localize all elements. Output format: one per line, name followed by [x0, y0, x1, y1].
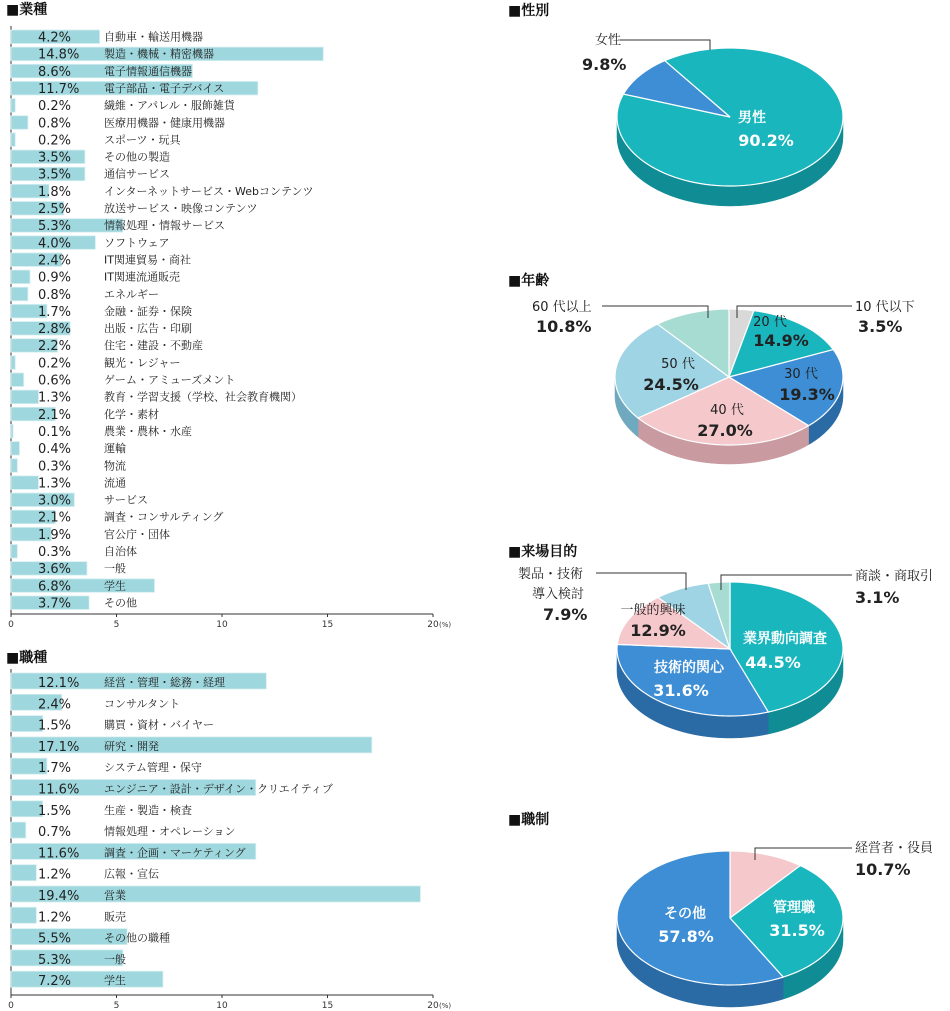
- bar-value-label: 2.2%: [38, 339, 72, 355]
- sixties-name: 60 代以上: [532, 300, 592, 315]
- tech-pct: 31.6%: [653, 681, 709, 700]
- thirties-name: 30 代: [784, 367, 818, 382]
- bar-category-label: スポーツ・玩具: [104, 133, 181, 147]
- x-tick-label: 15: [321, 620, 334, 630]
- x-tick-label: 10: [216, 620, 228, 630]
- bar-category-label: 購買・資材・バイヤー: [104, 718, 214, 732]
- manager-name: 管理職: [773, 900, 815, 916]
- bar-category-label: 情報処理・オペレーション: [104, 825, 236, 839]
- product-name-line1: 製品・技術: [518, 567, 584, 582]
- bar-value-label: 17.1%: [38, 739, 80, 755]
- bar-category-label: 化学・素材: [104, 407, 159, 421]
- bar-value-label: 1.7%: [38, 761, 72, 777]
- bar-value-label: 11.7%: [38, 81, 80, 97]
- bar-value-label: 0.3%: [38, 459, 72, 475]
- bar: [11, 270, 30, 284]
- bar-value-label: 1.8%: [38, 184, 72, 200]
- position-title: ■職制: [508, 812, 550, 828]
- bar-category-label: 一般: [104, 952, 126, 966]
- bar-value-label: 0.7%: [38, 825, 72, 841]
- bar-value-label: 4.0%: [38, 236, 72, 252]
- bar-value-label: 0.6%: [38, 373, 72, 389]
- bar-category-label: 物流: [104, 459, 126, 473]
- bar-category-label: 電子部品・電子デバイス: [104, 81, 225, 95]
- general-name: 一般的興味: [620, 603, 686, 618]
- bar-value-label: 19.4%: [38, 889, 80, 904]
- bar: [11, 971, 163, 990]
- bar-category-label: 教育・学習支援（学校、社会教育機関）: [104, 390, 302, 404]
- fifties-pct: 24.5%: [643, 375, 699, 394]
- deal-pct: 3.1%: [855, 588, 900, 607]
- bar-category-label: サービス: [104, 493, 148, 507]
- deal-name: 商談・商取引: [855, 569, 934, 584]
- bar-value-label: 0.4%: [38, 442, 72, 458]
- bar-value-label: 2.8%: [38, 322, 72, 338]
- bar-value-label: 0.9%: [38, 270, 72, 286]
- bar-value-label: 3.5%: [38, 167, 72, 183]
- bar-category-label: エネルギー: [104, 287, 159, 301]
- bar-category-label: IT関連流通販売: [104, 270, 180, 284]
- x-tick-label: 5: [113, 620, 120, 630]
- bar-category-label: その他の製造: [104, 150, 170, 164]
- product-pct: 7.9%: [543, 605, 588, 624]
- purpose-title: ■来場目的: [508, 544, 578, 560]
- bar: [11, 822, 26, 838]
- bar-category-label: 出版・広告・印刷: [104, 322, 192, 336]
- bar-value-label: 0.8%: [38, 287, 72, 303]
- bar-value-label: 1.3%: [38, 476, 72, 492]
- bar-value-label: 0.8%: [38, 116, 72, 132]
- bar-category-label: 調査・企画・マーケティング: [104, 846, 246, 860]
- bar-value-label: 1.3%: [38, 390, 72, 406]
- bar-value-label: 0.3%: [38, 545, 72, 560]
- bar-value-label: 14.8%: [38, 47, 80, 63]
- bar-value-label: 5.3%: [38, 952, 72, 968]
- bar-value-label: 2.4%: [38, 697, 72, 713]
- x-tick-label: 5: [113, 1001, 120, 1011]
- bar-value-label: 6.8%: [38, 579, 72, 595]
- bar-category-label: 運輸: [104, 442, 126, 456]
- bar-category-label: インターネットサービス・Webコンテンツ: [104, 184, 314, 198]
- bar: [11, 476, 38, 490]
- bar-value-label: 2.4%: [38, 253, 72, 269]
- bar-category-label: 製造・機械・精密機器: [104, 47, 214, 61]
- bar-category-label: 一般: [104, 562, 126, 576]
- bar-value-label: 0.2%: [38, 99, 72, 115]
- forties-pct: 27.0%: [697, 421, 753, 440]
- tech-name: 技術的関心: [654, 660, 724, 676]
- bar-category-label: ゲーム・アミューズメント: [104, 373, 236, 387]
- bar-value-label: 3.6%: [38, 562, 72, 578]
- bar-category-label: 学生: [104, 579, 126, 593]
- other-pct: 57.8%: [658, 927, 714, 946]
- bar-category-label: 放送サービス・映像コンテンツ: [104, 202, 258, 215]
- bar: [11, 356, 15, 370]
- exec-pct: 10.7%: [855, 860, 911, 879]
- bar-value-label: 12.1%: [38, 676, 80, 691]
- bar-category-label: 医療用機器・健康用機器: [104, 116, 225, 130]
- twenties-name: 20 代: [753, 315, 787, 330]
- bar-category-label: 繊維・アパレル・服飾雑貨: [104, 99, 235, 113]
- x-tick-label: 20: [427, 620, 439, 630]
- bar-chart-title: ■業種: [6, 2, 48, 18]
- bar-value-label: 8.6%: [38, 64, 72, 80]
- female-leader-line: [620, 40, 710, 50]
- bar: [11, 116, 28, 130]
- trend-name: 業界動向調査: [743, 631, 827, 647]
- bar-value-label: 2.5%: [38, 202, 72, 217]
- bar: [11, 133, 15, 147]
- bar: [11, 424, 13, 438]
- bar: [11, 99, 15, 113]
- bar-category-label: 住宅・建設・不動産: [104, 339, 203, 353]
- bar-value-label: 1.5%: [38, 803, 72, 819]
- bar-value-label: 1.5%: [38, 718, 72, 734]
- bar-value-label: 3.5%: [38, 150, 72, 166]
- other-name: その他: [664, 906, 706, 922]
- gender-pie-chart: [617, 48, 843, 206]
- age-title: ■年齢: [508, 273, 550, 289]
- product-name-line2: 導入検討: [532, 587, 585, 602]
- bar-category-label: IT関連貿易・商社: [104, 253, 191, 267]
- fifties-name: 50 代: [661, 357, 695, 372]
- bar-category-label: 情報処理・情報サービス: [104, 219, 225, 233]
- x-tick-label: 15: [321, 1001, 334, 1011]
- general-pct: 12.9%: [630, 621, 686, 640]
- bar: [11, 442, 19, 456]
- bar-category-label: 農業・農林・水産: [104, 424, 192, 438]
- x-tick-label: 20: [427, 1001, 439, 1011]
- x-tick-label: 0: [8, 1001, 14, 1011]
- bar: [11, 287, 28, 301]
- bar-value-label: 2.1%: [38, 510, 72, 526]
- industry-bar-chart: [6, 1, 451, 630]
- bar: [11, 865, 36, 881]
- bar-category-label: エンジニア・設計・デザイン・クリエイティブ: [104, 782, 333, 796]
- bar-category-label: 自動車・輸送用機器: [104, 30, 203, 44]
- gender-title: ■性別: [508, 3, 550, 19]
- bar-category-label: 電子情報通信機器: [104, 64, 192, 78]
- x-tick-label: 10: [216, 1001, 228, 1011]
- bar: [11, 545, 17, 559]
- bar-category-label: 通信サービス: [104, 167, 170, 181]
- bar-value-label: 5.5%: [38, 931, 72, 947]
- bar: [11, 390, 38, 404]
- teens-pct: 3.5%: [858, 317, 903, 336]
- x-tick-label: 0: [8, 620, 14, 630]
- bar-value-label: 0.2%: [38, 356, 72, 372]
- exec-name: 経営者・役員: [855, 841, 934, 856]
- bar-value-label: 4.2%: [38, 30, 72, 46]
- bar: [11, 373, 24, 387]
- thirties-pct: 19.3%: [779, 385, 835, 404]
- bar-category-label: 観光・レジャー: [104, 356, 181, 370]
- manager-pct: 31.5%: [769, 921, 825, 940]
- x-unit-label: (%): [439, 621, 452, 629]
- male-pct: 90.2%: [738, 131, 794, 150]
- bar-category-label: 広報・宣伝: [104, 867, 159, 881]
- female-pct: 9.8%: [582, 55, 627, 74]
- bar-value-label: 5.3%: [38, 219, 72, 235]
- bar: [11, 459, 17, 473]
- bar-category-label: 学生: [104, 974, 126, 988]
- bar-value-label: 0.1%: [38, 424, 72, 440]
- bar-value-label: 0.2%: [38, 133, 72, 149]
- bar-category-label: 研究・開発: [104, 739, 159, 753]
- bar-value-label: 3.0%: [38, 493, 72, 509]
- trend-pct: 44.5%: [745, 653, 801, 672]
- bar: [11, 907, 36, 923]
- bar-value-label: 1.2%: [38, 867, 72, 883]
- teens-name: 10 代以下: [855, 300, 915, 315]
- bar-category-label: 経営・管理・総務・経理: [104, 676, 225, 689]
- bar-value-label: 7.2%: [38, 974, 72, 990]
- male-name: 男性: [738, 110, 766, 126]
- bar-category-label: 調査・コンサルティング: [104, 510, 224, 524]
- bar-category-label: 販売: [104, 910, 126, 924]
- bar-category-label: 営業: [104, 889, 126, 902]
- bar-category-label: 金融・証券・保険: [104, 304, 192, 318]
- bar-category-label: ソフトウェア: [104, 236, 170, 250]
- bar-category-label: 自治体: [104, 545, 137, 558]
- bar-value-label: 11.6%: [38, 846, 80, 862]
- bar-category-label: コンサルタント: [104, 697, 181, 711]
- bar-value-label: 2.1%: [38, 407, 72, 423]
- bar-value-label: 11.6%: [38, 782, 80, 798]
- bar-chart-title: ■職種: [6, 650, 48, 666]
- occupation-bar-chart: [6, 649, 451, 1011]
- bar-category-label: 官公庁・団体: [104, 527, 170, 541]
- bar: [11, 579, 154, 593]
- bar-value-label: 3.7%: [38, 596, 72, 612]
- x-unit-label: (%): [439, 1002, 452, 1010]
- bar-value-label: 1.9%: [38, 527, 72, 543]
- bar-category-label: その他: [104, 596, 137, 610]
- bar-category-label: システム管理・保守: [104, 761, 202, 775]
- female-name: 女性: [595, 33, 622, 48]
- sixties-pct: 10.8%: [536, 317, 592, 336]
- bar-category-label: その他の職種: [104, 931, 170, 945]
- twenties-pct: 14.9%: [753, 331, 809, 350]
- bar-category-label: 流通: [104, 476, 126, 490]
- bar-value-label: 1.7%: [38, 304, 72, 320]
- bar-value-label: 1.2%: [38, 910, 72, 926]
- product-leader-line: [596, 573, 686, 590]
- forties-name: 40 代: [710, 403, 744, 418]
- bar-category-label: 生産・製造・検査: [104, 803, 192, 817]
